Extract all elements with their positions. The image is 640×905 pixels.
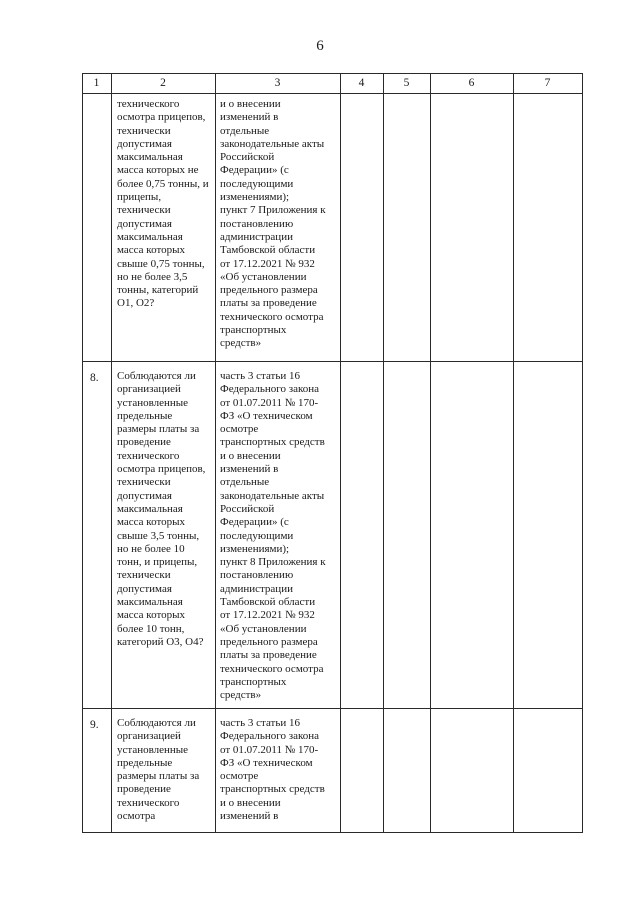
- header-cell: 7: [544, 77, 551, 89]
- page-number: 6: [316, 38, 324, 54]
- header-row-divider: [82, 93, 583, 94]
- question-cell: Соблюдаются ли организацией установленные предельные размеры платы за проведение технического осмотра: [117, 717, 200, 823]
- question-cell: технического осмотра прицепов, технически допустимая максимальная масса которых не более 0,75 тонны, и прицепы, технически допустимая максимальная масса которых свыше 0,75 тонны, но не более 3,5 тонны, категорий О1, О2?: [117, 98, 209, 310]
- column-divider: [340, 73, 341, 833]
- row-divider: [82, 361, 583, 362]
- row-number: 9.: [90, 719, 99, 731]
- row-divider: [82, 708, 583, 709]
- header-cell: 5: [403, 77, 410, 89]
- table-border-right: [582, 73, 583, 833]
- column-divider: [383, 73, 384, 833]
- table-border-bottom: [82, 832, 583, 833]
- column-divider: [430, 73, 431, 833]
- question-cell: Соблюдаются ли организацией установленные предельные размеры платы за проведение технического осмотра прицепов, технически допустимая максимальная масса которых свыше 3,5 тонны, но не более 10 тонн, и прицепы, технически допустимая максимальная масса которых более 10 тонн, категорий О3, О4?: [117, 370, 206, 648]
- column-divider: [513, 73, 514, 833]
- header-cell: 6: [468, 77, 475, 89]
- column-divider: [111, 73, 112, 833]
- reference-cell: часть 3 статьи 16 Федерального закона от 01.07.2011 № 170- ФЗ «О техническом осмотре транспортных средств и о внесении изменений в: [220, 717, 325, 823]
- header-cell: 2: [160, 77, 166, 89]
- reference-cell: часть 3 статьи 16 Федерального закона от 01.07.2011 № 170- ФЗ «О техническом осмотре транспортных средств и о внесении изменений в отдельные законодательные акты Российской Федерации» (с последующими изменениями); пункт 8 Приложения к постановлению администрации Тамбовской области от 17.12.2021 № 932 «Об установлении предельного размера платы за проведение технического осмотра транспортных средств»: [220, 370, 326, 702]
- header-cell: 1: [93, 77, 100, 89]
- header-cell: 4: [358, 77, 365, 89]
- header-cell: 3: [274, 77, 281, 89]
- row-number: 8.: [90, 372, 99, 384]
- reference-cell: и о внесении изменений в отдельные законодательные акты Российской Федерации» (с последующими изменениями); пункт 7 Приложения к постановлению администрации Тамбовской области от 17.12.2021 № 932 «Об установлении предельного размера платы за проведение технического осмотра транспортных средств»: [220, 98, 326, 350]
- table-border-left: [82, 73, 83, 833]
